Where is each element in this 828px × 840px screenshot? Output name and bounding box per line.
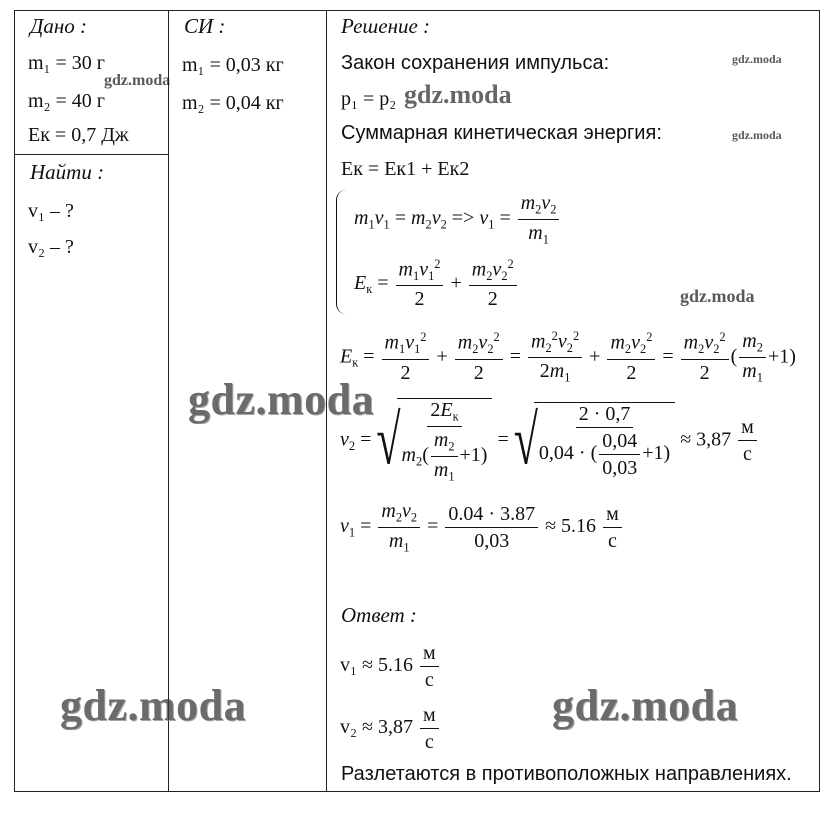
watermark: gdz.moda: [188, 375, 375, 424]
given-m1: m₁ = 30 г: [28, 52, 106, 74]
v1-result: ≈ 5.16: [545, 515, 597, 538]
column-divider-1: [168, 10, 169, 792]
system-brace: [336, 190, 349, 314]
watermark: gdz.moda: [732, 52, 782, 66]
energy-label: Суммарная кинетическая энергия:: [341, 122, 662, 144]
solution-header: Решение :: [341, 14, 431, 38]
answer-conclusion: Разлетаются в противоположных направлениях.: [341, 763, 792, 785]
given-header: Дано :: [30, 14, 88, 38]
table-border-left: [14, 10, 15, 792]
answer-v2: v₂ ≈ 3,87 $\frac{м}{с}$: [340, 704, 441, 753]
momentum-law-equation: p₁ = p₂: [341, 88, 397, 110]
v1-formula: $v_1$ = $\frac{m_2v_2}{m_1}$ = $\frac{0.04 \cdot 3.87}{0,03}$ ≈ 5.16 $\frac{м}{с}$: [340, 500, 624, 555]
v2-unit: $\frac{м}{с}$: [738, 416, 757, 465]
given-m2: m₂ = 40 г: [28, 90, 106, 112]
si-m1: m₁ = 0,03 кг: [182, 54, 284, 76]
answer-header: Ответ :: [341, 603, 417, 627]
watermark: gdz.moda: [680, 286, 755, 306]
watermark: gdz.moda: [104, 72, 171, 89]
watermark: gdz.moda: [404, 80, 512, 109]
energy-derivation: $E_к$ = $\frac{m_1v_1^2}{2}$ + $\frac{m_2v_2^2}{2}$ = $\frac{m_2^2v_2^2}{2m_1}$ + $\frac{m_2v_2^2}{2}$ = $\frac{m_2v_2^2}{2}$ ( $\frac{m_2}{m_1}$ +1): [340, 329, 796, 385]
momentum-system-equation: $m_1v_1 = m_2v_2 => v_1$ = $\frac{m_2v_2}{m_1}$: [354, 192, 561, 247]
si-header: СИ :: [184, 14, 226, 38]
si-m2: m₂ = 0,04 кг: [182, 92, 284, 114]
watermark: gdz.moda: [732, 128, 782, 142]
table-border-right: [819, 10, 820, 792]
energy-system-equation: $E_к$ = $\frac{m_1v_1^2}{2}$ + $\frac{m_2v_2^2}{2}$: [354, 258, 519, 310]
given-find-divider: [14, 154, 169, 155]
find-v1: v₁ – ?: [28, 200, 74, 222]
table-border-top: [14, 10, 820, 11]
find-header: Найти :: [30, 160, 105, 184]
v2-result: ≈ 3,87: [680, 428, 732, 451]
v1-unit: $\frac{м}{с}$: [603, 503, 622, 552]
table-border-bottom: [14, 791, 820, 792]
v2-formula: $v_2$ = √ $2E_к$ $m_2$( $\frac{m_2}{m_1}$ +1) = √ 2 · 0,7 0,04 · ( $\frac{0,04}{0,03}$ +1) ≈ 3,87 $\frac{м}{с}$: [340, 398, 759, 484]
watermark: gdz.moda: [60, 681, 247, 730]
energy-sum-equation: Eк = Eк1 + Eк2: [341, 158, 470, 180]
given-energy: Eк = 0,7 Дж: [28, 124, 129, 146]
answer-v1: v₁ ≈ 5.16 $\frac{м}{с}$: [340, 642, 441, 691]
momentum-law-label: Закон сохранения импульса:: [341, 52, 610, 74]
watermark: gdz.moda: [552, 681, 739, 730]
find-v2: v₂ – ?: [28, 236, 74, 258]
